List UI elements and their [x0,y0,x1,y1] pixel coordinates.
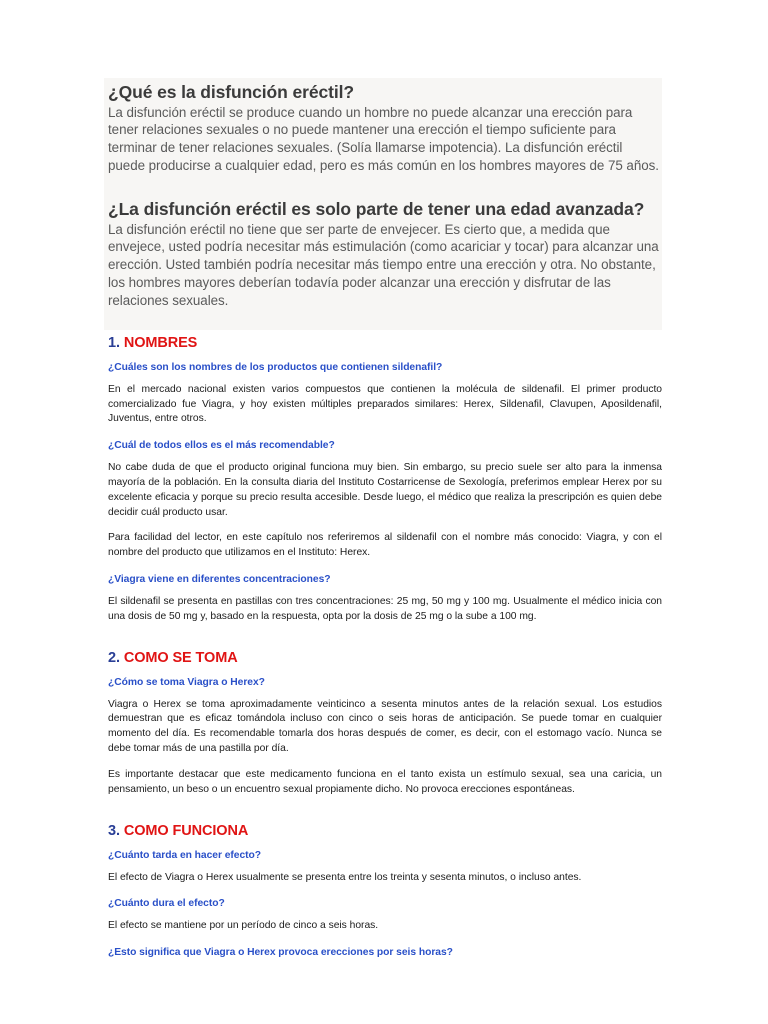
intro-heading-2: ¿La disfunción eréctil es solo parte de tener una edad avanzada? [108,198,645,219]
section-1-name: NOMBRES [123,334,198,351]
document-content [108,82,662,968]
section-1-paragraph-1: En el mercado nacional existen varios compuestos que contienen la molécula de sildenafil. El primer producto comercializado fue Viagra, y hoy existen múltiples preparados similares: Herex, Sildenafil, Clavupen, Aposildenafil, Juventus, entre otros. [108,383,662,425]
section-2-question-1: ¿Cómo se toma Viagra o Herex? [108,676,265,688]
section-2-title [108,650,662,666]
section-1-question-3: ¿Viagra viene en diferentes concentraciones? [108,574,331,586]
intro-heading-1: ¿Qué es la disfunción eréctil? [108,82,354,102]
section-3-question-2: ¿Cuánto dura el efecto? [108,898,225,910]
section-2-name: COMO SE TOMA [123,649,238,666]
intro-body-1: La disfunción eréctil se produce cuando un hombre no puede alcanzar una erección para tener relaciones sexuales o no puede mantener una erección el tiempo suficiente para terminar de tener relaciones sexuales. (Solía llamarse impotencia). La disfunción eréctil puede producirse a cualquier edad, pero es más común en los hombres mayores de 75 años. [108,104,659,174]
section-2-paragraph-1: Viagra o Herex se toma aproximadamente veinticinco a sesenta minutos antes de la relación sexual. Los estudios demuestran que es eficaz tomándola incluso con cinco o seis horas de anticipación. Se puede tomar en cualquier momento del día. Es recomendable tomarla dos horas después de comer, es decir, con el estomago vacío. Nunca se debe tomar más de una pastilla por día. [108,698,662,755]
section-2-number: 2. [108,649,120,666]
section-3-question-3: ¿Esto significa que Viagra o Herex provoca erecciones por seis horas? [108,947,453,959]
section-3-question-1: ¿Cuánto tarda en hacer efecto? [108,849,261,861]
section-3-title [108,823,662,839]
section-como-funciona [108,823,662,959]
section-como-se-toma [108,650,662,798]
section-1-paragraph-4: El sildenafil se presenta en pastillas con tres concentraciones: 25 mg, 50 mg y 100 mg. Usualmente el médico inicia con una dosis de 50 mg y, basado en la respuesta, opta por la dosis de 25 mg o la sube a 100 mg. [108,596,662,622]
section-1-question-2: ¿Cuál de todos ellos es el más recomendable? [108,440,335,452]
intro-body-2: La disfunción eréctil no tiene que ser parte de envejecer. Es cierto que, a medida que envejece, usted podría necesitar más estimulación (como acariciar y tocar) para alcanzar una erección. Usted también podría necesitar más tiempo entre una erección y otra. No obstante, los hombres mayores deberían todavía poder alcanzar una erección y disfrutar de las relaciones sexuales. [108,221,659,308]
section-3-number: 3. [108,822,120,839]
intro-section [108,82,662,310]
section-1-paragraph-2: No cabe duda de que el producto original funciona muy bien. Sin embargo, su precio suele ser alto para la inmensa mayoría de la población. En la consulta diaria del Instituto Costarricense de Sexología, preferimos emplear Herex por su excelente eficacia y porque su precio resulta accesible. Desde luego, el médico que realiza la prescripción es quien debe decidir cuál producto usar. [108,462,662,518]
section-1-title [108,335,662,351]
section-nombres [108,335,662,625]
section-3-paragraph-2: El efecto se mantiene por un período de cinco a seis horas. [108,920,379,932]
section-3-name: COMO FUNCIONA [123,822,249,839]
section-1-number: 1. [108,334,120,351]
section-2-paragraph-2: Es importante destacar que este medicamento funciona en el tanto exista un estímulo sexual, sea una caricia, un pensamiento, un beso o un encuentro sexual propiamente dicho. No provoca erecciones espontáneas. [108,768,662,795]
section-1-question-1: ¿Cuáles son los nombres de los productos que contienen sildenafil? [108,361,443,373]
section-3-paragraph-1: El efecto de Viagra o Herex usualmente se presenta entre los treinta y sesenta minutos, o incluso antes. [108,871,582,883]
section-1-paragraph-3: Para facilidad del lector, en este capítulo nos referiremos al sildenafil con el nombre más conocido: Viagra, y con el nombre del producto que utilizamos en el Instituto: Herex. [108,532,662,559]
